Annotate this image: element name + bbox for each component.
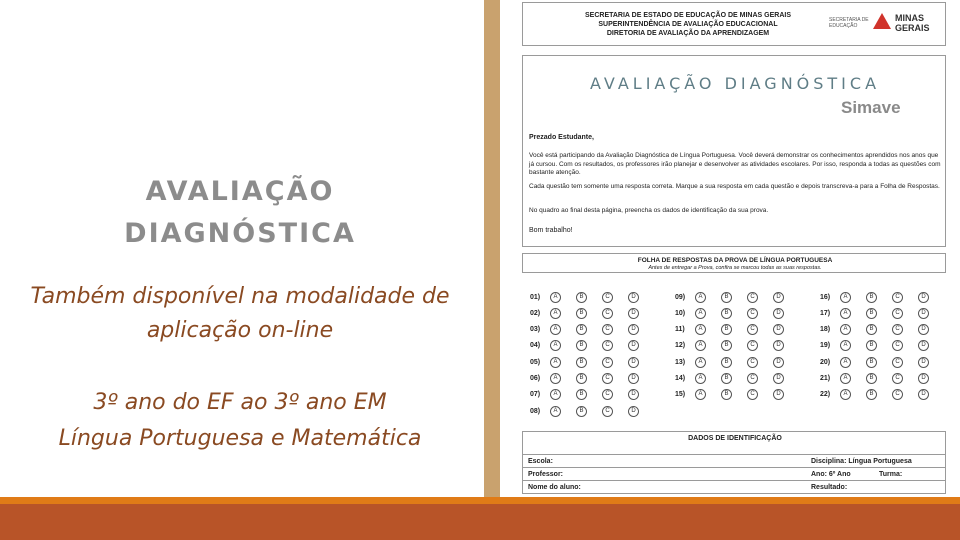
- answer-row: [530, 388, 654, 402]
- answer-bubble: D: [773, 324, 784, 335]
- question-number: 15): [675, 391, 686, 399]
- id-turma-label: Turma:: [879, 471, 903, 478]
- answer-bubble: B: [866, 389, 877, 400]
- question-number: 01): [530, 293, 541, 301]
- question-number: 21): [820, 375, 831, 382]
- question-number: 04): [530, 342, 541, 350]
- answer-bubble: B: [576, 324, 587, 335]
- answer-row: [675, 372, 799, 386]
- question-number: 17): [820, 309, 831, 317]
- answer-row: [530, 323, 654, 337]
- answer-bubble: A: [695, 292, 706, 303]
- answer-sheet-header: [522, 253, 946, 273]
- answer-row: [530, 404, 654, 418]
- answer-bubble: B: [866, 308, 877, 319]
- answer-row: [820, 355, 944, 369]
- answer-bubble: A: [840, 357, 851, 368]
- slide-detail-line1: 3º ano do EF ao 3º ano EM: [93, 390, 387, 415]
- simave-logo: Simave: [841, 98, 901, 117]
- answer-bubble: B: [866, 357, 877, 368]
- answer-bubble: A: [550, 406, 561, 417]
- answer-bubble: A: [550, 373, 561, 384]
- answer-bubble: C: [602, 357, 613, 368]
- answer-bubble: C: [747, 292, 758, 303]
- answer-bubble: B: [576, 406, 587, 417]
- answer-bubble: A: [840, 389, 851, 400]
- answer-row: [675, 290, 799, 304]
- answer-bubble: D: [918, 373, 929, 384]
- answer-bubble: A: [550, 324, 561, 335]
- answer-bubble: D: [773, 389, 784, 400]
- secretaria-logo-text: SECRETARIA DE EDUCAÇÃO: [829, 17, 869, 29]
- answer-bubble: A: [550, 292, 561, 303]
- answer-row: [675, 355, 799, 369]
- answer-bubble: C: [602, 406, 613, 417]
- answer-row: [820, 372, 944, 386]
- answer-row: [530, 290, 654, 304]
- id-divider-2: [523, 467, 945, 468]
- answer-bubble: D: [628, 373, 639, 384]
- answer-bubble: A: [840, 340, 851, 351]
- answer-bubble: C: [892, 373, 903, 384]
- answer-bubble: C: [602, 292, 613, 303]
- answer-bubble: D: [773, 292, 784, 303]
- answer-bubble: B: [576, 389, 587, 400]
- answer-bubble: D: [918, 389, 929, 400]
- minas-gerais-logo-text: MINAS GERAIS: [895, 13, 930, 33]
- answer-bubble: C: [602, 340, 613, 351]
- answer-bubble: B: [866, 324, 877, 335]
- answer-bubble: C: [747, 389, 758, 400]
- answer-row: [675, 339, 799, 353]
- answer-bubble: C: [747, 340, 758, 351]
- answer-bubble: B: [721, 308, 732, 319]
- answer-row: [675, 388, 799, 402]
- answer-row: [530, 306, 654, 320]
- answer-sheet-note: Antes de entregar a Prova, confira se marcou todas as suas respostas.: [648, 265, 822, 271]
- id-ano-label: Ano: 6º Ano: [811, 471, 851, 478]
- greeting: Prezado Estudante,: [529, 134, 594, 141]
- answer-bubble: C: [892, 292, 903, 303]
- answer-bubble: A: [840, 292, 851, 303]
- answer-bubble: A: [840, 373, 851, 384]
- answer-bubble: D: [918, 324, 929, 335]
- answer-bubble: A: [840, 308, 851, 319]
- slide-title-line1: AVALIAÇÃO: [145, 176, 335, 207]
- answer-bubble: B: [576, 308, 587, 319]
- answer-bubble: D: [918, 340, 929, 351]
- answer-bubble: B: [576, 357, 587, 368]
- answer-bubble: C: [892, 324, 903, 335]
- id-resultado-label: Resultado:: [811, 484, 848, 491]
- answer-bubble: D: [773, 340, 784, 351]
- closing-text: Bom trabalho!: [529, 227, 573, 234]
- id-professor-label: Professor:: [528, 471, 564, 478]
- answer-bubble: C: [892, 308, 903, 319]
- question-number: 06): [530, 375, 541, 382]
- question-number: 18): [820, 326, 831, 334]
- answer-row: [820, 323, 944, 337]
- answer-bubble: B: [721, 324, 732, 335]
- id-divider-3: [523, 480, 945, 481]
- id-escola-label: Escola:: [528, 458, 553, 465]
- answer-row: [530, 372, 654, 386]
- answer-bubble: A: [695, 324, 706, 335]
- answer-row: [530, 355, 654, 369]
- banner-title: AVALIAÇÃO DIAGNÓSTICA: [589, 74, 881, 93]
- answer-bubble: B: [721, 357, 732, 368]
- answer-bubble: D: [773, 373, 784, 384]
- answer-bubble: B: [866, 340, 877, 351]
- slide-subtitle-line1: Também disponível na modalidade de: [30, 284, 450, 309]
- answer-bubble: B: [866, 292, 877, 303]
- answer-bubble: B: [721, 373, 732, 384]
- answer-row: [675, 306, 799, 320]
- answer-bubble: A: [550, 389, 561, 400]
- answer-row: [675, 323, 799, 337]
- document-image: [500, 0, 960, 497]
- slide-subtitle-line2: aplicação on-line: [146, 318, 334, 343]
- answer-bubble: A: [840, 324, 851, 335]
- answer-bubble: D: [918, 308, 929, 319]
- answer-bubble: B: [721, 389, 732, 400]
- id-divider-1: [523, 454, 945, 455]
- slide-title-line2: DIAGNÓSTICA: [124, 218, 356, 249]
- footer-accent-bar: [0, 497, 960, 504]
- answer-sheet-title: FOLHA DE RESPOSTAS DA PROVA DE LÍNGUA PORTUGUESA: [637, 257, 833, 264]
- header-line1: SECRETARIA DE ESTADO DE EDUCAÇÃO DE MINAS GERAIS: [585, 12, 791, 19]
- answer-bubble: B: [721, 292, 732, 303]
- answer-bubble: A: [695, 389, 706, 400]
- question-number: 07): [530, 391, 541, 399]
- identification-title: DADOS DE IDENTIFICAÇÃO: [688, 435, 782, 442]
- identification-box: [522, 431, 946, 494]
- answer-bubble: A: [695, 357, 706, 368]
- question-number: 12): [675, 342, 686, 350]
- answer-bubble: C: [602, 389, 613, 400]
- question-number: 05): [530, 358, 541, 366]
- answer-bubble: A: [695, 308, 706, 319]
- minas-gerais-logo-icon: [873, 13, 891, 29]
- instructions-box: [522, 55, 946, 247]
- answer-bubble: D: [628, 340, 639, 351]
- answer-bubble: D: [628, 406, 639, 417]
- answer-bubble: C: [747, 357, 758, 368]
- answer-bubble: C: [747, 373, 758, 384]
- answer-bubble: D: [773, 357, 784, 368]
- header-line3: DIRETORIA DE AVALIAÇÃO DA APRENDIZAGEM: [606, 30, 770, 37]
- id-nome-label: Nome do aluno:: [528, 484, 581, 491]
- answer-row: [820, 306, 944, 320]
- answer-row: [820, 339, 944, 353]
- answer-bubble: D: [918, 292, 929, 303]
- answer-bubble: B: [576, 373, 587, 384]
- answer-bubble: A: [550, 357, 561, 368]
- answer-bubble: A: [695, 373, 706, 384]
- id-disciplina-label: Disciplina: Língua Portuguesa: [811, 458, 912, 465]
- instructions-paragraph1: Você está participando da Avaliação Diagnóstica de Língua Portuguesa. Você deverá demonstrar os conhecimentos aprendidos nos anos que já cursou. Com os resultados, os professores irão planejar e desenvolver as atividades escolares. Por isso, responda a todas as questões com bastante atenção.: [529, 152, 941, 176]
- answer-bubble: C: [747, 308, 758, 319]
- answer-bubble: D: [628, 389, 639, 400]
- question-number: 22): [820, 391, 831, 399]
- answer-row: [820, 388, 944, 402]
- answer-bubble: A: [550, 340, 561, 351]
- answer-bubble: C: [602, 373, 613, 384]
- question-number: 11): [675, 326, 685, 334]
- slide-text-panel: [0, 0, 485, 497]
- answer-bubble: D: [628, 324, 639, 335]
- question-number: 09): [675, 293, 686, 301]
- answer-bubble: B: [721, 340, 732, 351]
- answer-bubble: C: [747, 324, 758, 335]
- slide-detail-line2: Língua Portuguesa e Matemática: [58, 426, 422, 451]
- answer-bubble: A: [695, 340, 706, 351]
- document-frame: [484, 0, 500, 497]
- question-number: 03): [530, 326, 541, 334]
- answer-bubble: C: [892, 357, 903, 368]
- question-number: 08): [530, 407, 541, 415]
- document-header: [522, 2, 946, 46]
- answer-bubble: A: [550, 308, 561, 319]
- header-line2: SUPERINTENDÊNCIA DE AVALIAÇÃO EDUCACIONAL: [598, 21, 778, 28]
- answer-bubble: D: [628, 292, 639, 303]
- answer-bubble: C: [602, 324, 613, 335]
- instructions-paragraph3: No quadro ao final desta página, preencha os dados de identificação da sua prova.: [529, 207, 769, 214]
- answer-bubble: B: [576, 340, 587, 351]
- answer-bubble: D: [773, 308, 784, 319]
- answer-bubble: D: [628, 308, 639, 319]
- question-number: 19): [820, 342, 831, 350]
- question-number: 16): [820, 293, 831, 301]
- question-number: 02): [530, 309, 541, 317]
- answer-bubble: C: [602, 308, 613, 319]
- answer-bubble: C: [892, 389, 903, 400]
- answer-bubble: C: [892, 340, 903, 351]
- question-number: 13): [675, 358, 686, 366]
- answer-row: [530, 339, 654, 353]
- answer-bubble: D: [918, 357, 929, 368]
- instructions-paragraph2: Cada questão tem somente uma resposta correta. Marque a sua resposta em cada questão e depois transcreva-a para a Folha de Respostas.: [529, 183, 940, 190]
- question-number: 10): [675, 309, 686, 317]
- question-number: 14): [675, 375, 686, 382]
- answer-bubble: B: [866, 373, 877, 384]
- answer-bubble: D: [628, 357, 639, 368]
- answer-row: [820, 290, 944, 304]
- answer-bubble: B: [576, 292, 587, 303]
- question-number: 20): [820, 358, 831, 366]
- footer-bar: [0, 504, 960, 540]
